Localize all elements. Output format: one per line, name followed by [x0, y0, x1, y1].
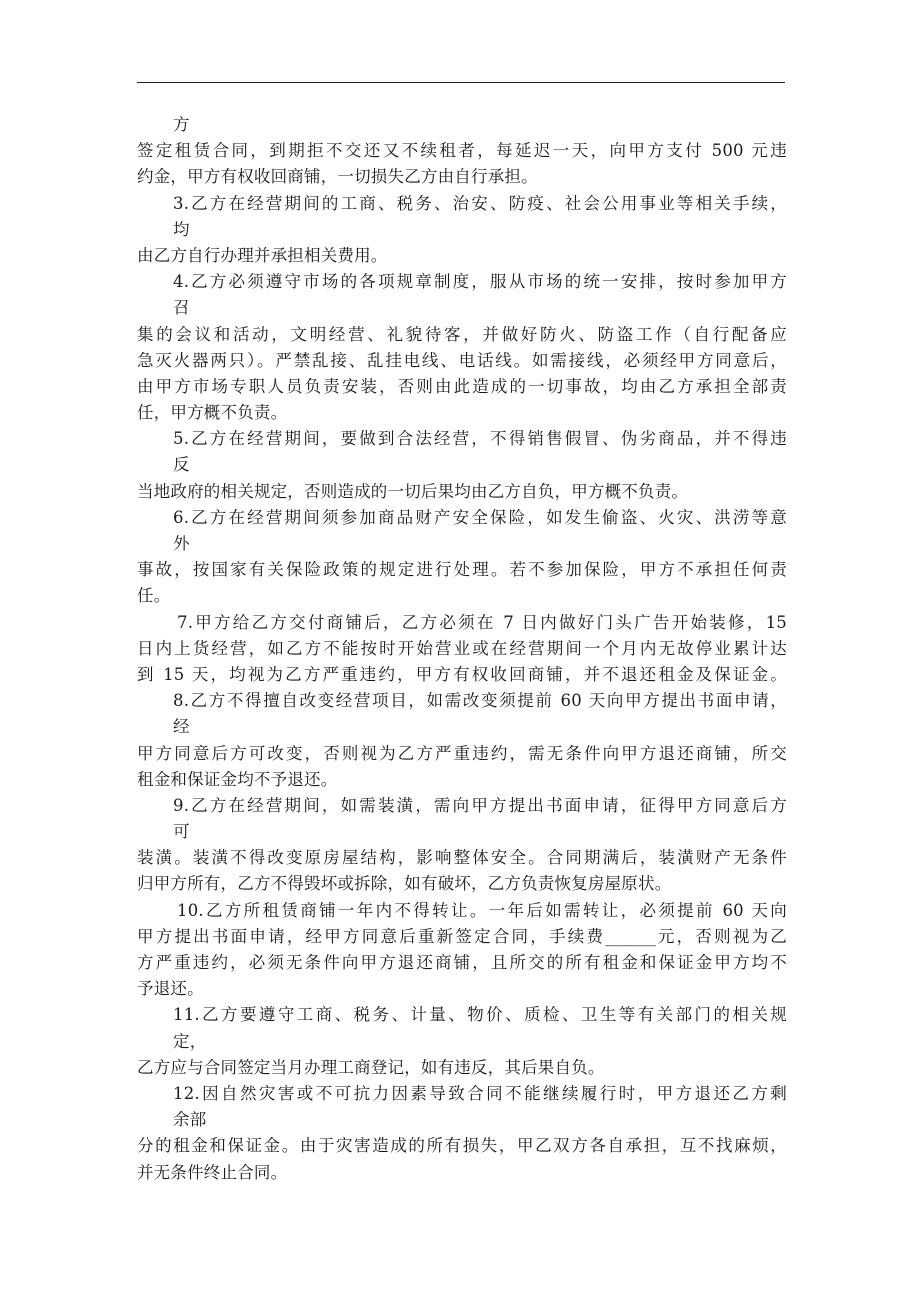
text-line: 甲方提出书面申请，经甲方同意后重新签定合同，手续费______元，否则视为乙 [137, 926, 787, 946]
text-line: 租金和保证金均不予退还。 [137, 769, 338, 789]
text-line: 方 [173, 115, 190, 134]
text-line: 经 [173, 717, 190, 737]
text-line: 定， [173, 1031, 207, 1051]
text-line: 均 [173, 219, 190, 239]
text-line: 当地政府的相关规定，否则造成的一切后果均由乙方自负，甲方概不负责。 [137, 481, 689, 501]
clause-4-start: 4.乙方必须遵守市场的各项规章制度，服从市场的统一安排，按时参加甲方 [173, 272, 787, 292]
text-line: 任，甲方概不负责。 [137, 403, 288, 423]
text-line: 约金，甲方有权收回商铺，一切损失乙方由自行承担。 [137, 167, 538, 187]
clause-7-start: 7.甲方给乙方交付商铺后，乙方必须在 7 日内做好门头广告开始装修，15 [177, 612, 787, 632]
contract-body [137, 112, 787, 1186]
text-line: 到 15 天，均视为乙方严重违约，甲方有权收回商铺，并不退还租金及保证金。 [137, 664, 787, 684]
clause-6-start: 6.乙方在经营期间须参加商品财产安全保险，如发生偷盗、火灾、洪涝等意 [173, 507, 787, 527]
clause-5-start: 5.乙方在经营期间，要做到合法经营，不得销售假冒、伪劣商品，并不得违 [173, 429, 787, 449]
text-line: 由乙方自行办理并承担相关费用。 [137, 245, 388, 265]
text-line: 集的会议和活动，文明经营、礼貌待客，并做好防火、防盗工作（自行配备应 [137, 324, 787, 344]
text-line: 分的租金和保证金。由于灾害造成的所有损失，甲乙双方各自承担，互不找麻烦， [137, 1136, 787, 1156]
text-line: 余部 [173, 1110, 207, 1130]
text-line: 反 [173, 455, 190, 475]
text-line: 乙方应与合同签定当月办理工商登记，如有违反，其后果自负。 [137, 1057, 605, 1077]
clause-3-start: 3.乙方在经营期间的工商、税务、治安、防疫、社会公用事业等相关手续， [173, 193, 787, 213]
text-line: 签定租赁合同，到期拒不交还又不续租者，每延迟一天，向甲方支付 500 元违 [137, 141, 787, 161]
clause-9-start: 9.乙方在经营期间，如需装潢，需向甲方提出书面申请，征得甲方同意后方 [173, 795, 787, 815]
text-line: 事故，按国家有关保险政策的规定进行处理。若不参加保险，甲方不承担任何责 [137, 560, 787, 580]
text-line: 并无条件终止合同。 [137, 1162, 288, 1182]
text-line: 方严重违约，必须无条件向甲方退还商铺，且所交的所有租金和保证金甲方均不 [137, 953, 787, 972]
text-line: 装潢。装潢不得改变原房屋结构，影响整体安全。合同期满后，装潢财产无条件 [137, 848, 787, 868]
text-line: 急灭火器两只）。严禁乱接、乱挂电线、电话线。如需接线，必须经甲方同意后， [137, 350, 787, 370]
text-line: 甲方同意后方可改变，否则视为乙方严重违约，需无条件向甲方退还商铺，所交 [137, 743, 787, 763]
clause-8-start: 8.乙方不得擅自改变经营项目，如需改变须提前 60 天向甲方提出书面申请， [173, 691, 787, 711]
text-line: 可 [173, 822, 190, 842]
text-line: 任。 [137, 586, 171, 606]
header-rule [137, 82, 785, 83]
text-line: 日内上货经营，如乙方不能按时开始营业或在经营期间一个月内无故停业累计达 [137, 638, 787, 658]
clause-11-start: 11.乙方要遵守工商、税务、计量、物价、质检、卫生等有关部门的相关规 [173, 1005, 787, 1025]
text-line: 予退还。 [137, 979, 204, 999]
clause-10-start: 10.乙方所租赁商铺一年内不得转让。一年后如需转让，必须提前 60 天向 [177, 900, 787, 920]
text-line: 外 [173, 534, 190, 553]
clause-12-start: 12.因自然灾害或不可抗力因素导致合同不能继续履行时，甲方退还乙方剩 [173, 1083, 787, 1103]
text-line: 由甲方市场专职人员负责安装，否则由此造成的一切事故，均由乙方承担全部责 [137, 376, 787, 396]
text-line: 召 [173, 298, 190, 318]
text-line: 归甲方所有，乙方不得毁坏或拆除，如有破坏，乙方负责恢复房屋原状。 [137, 874, 672, 894]
